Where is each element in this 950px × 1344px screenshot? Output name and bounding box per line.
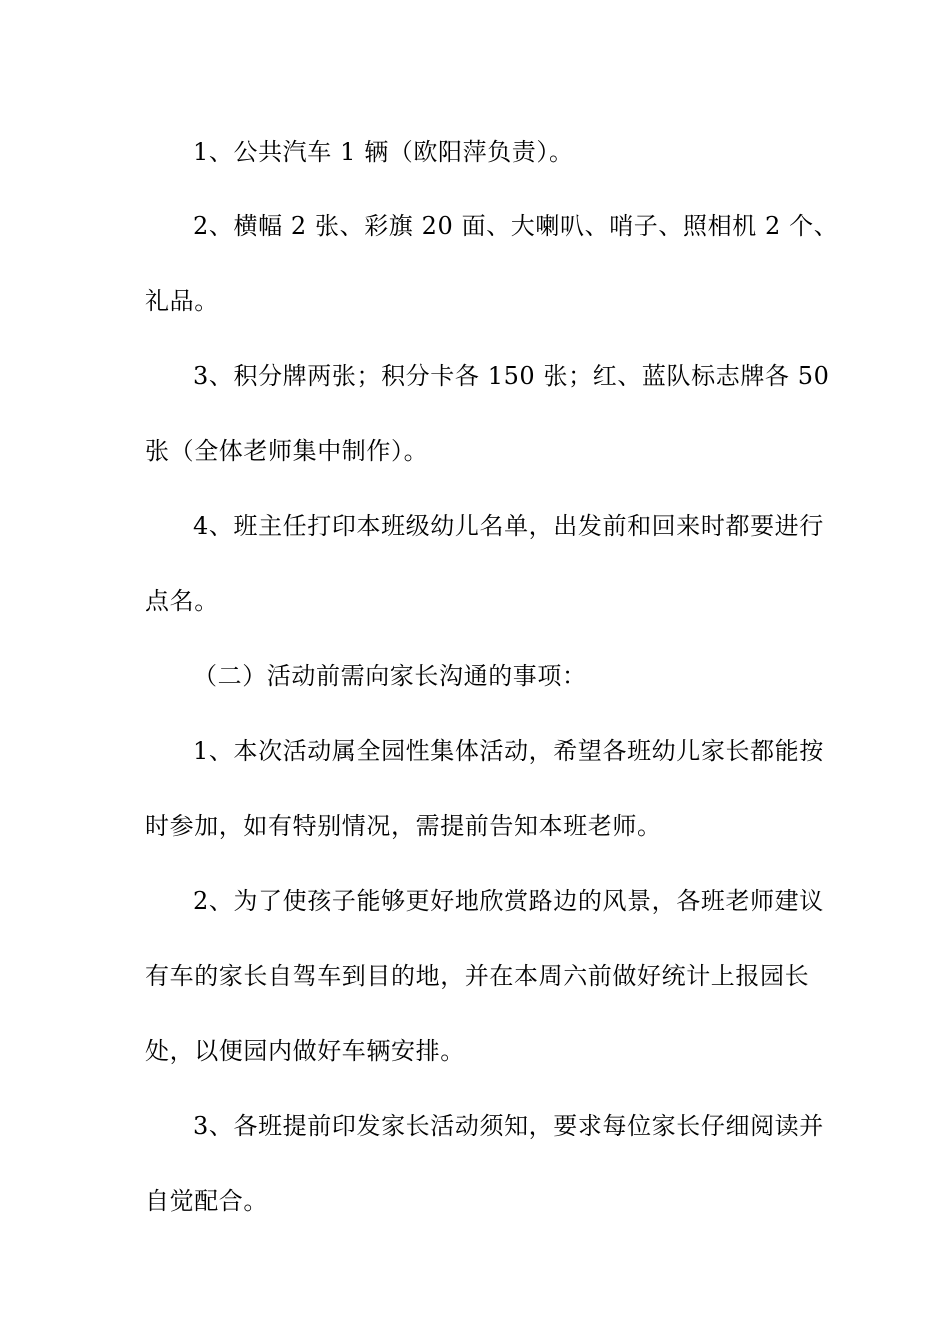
text-line-parent-item-2-continued: 有车的家长自驾车到目的地，并在本周六前做好统计上报园长 [145,962,810,990]
text-line-item-1-bus: 1、公共汽车 1 辆（欧阳萍负责）。 [193,138,574,166]
text-line-item-4-continued: 点名。 [145,587,219,615]
text-line-parent-item-3: 3、各班提前印发家长活动须知，要求每位家长仔细阅读并 [193,1112,824,1140]
text-line-item-2-supplies: 2、横幅 2 张、彩旗 20 面、大喇叭、哨子、照相机 2 个、 [193,212,839,240]
text-line-item-2-continued: 礼品。 [145,287,219,315]
section-heading-parent-communication: （二）活动前需向家长沟通的事项： [193,662,587,690]
text-line-parent-item-2: 2、为了使孩子能够更好地欣赏路边的风景，各班老师建议 [193,887,824,915]
text-line-parent-item-2-continued-2: 处，以便园内做好车辆安排。 [145,1037,465,1065]
text-line-parent-item-3-continued: 自觉配合。 [145,1187,268,1215]
text-line-item-4-roll-call: 4、班主任打印本班级幼儿名单，出发前和回来时都要进行 [193,512,824,540]
text-line-parent-item-1-continued: 时参加，如有特别情况，需提前告知本班老师。 [145,812,662,840]
text-line-parent-item-1: 1、本次活动属全园性集体活动，希望各班幼儿家长都能按 [193,737,824,765]
text-line-item-3-scoreboards: 3、积分牌两张；积分卡各 150 张；红、蓝队标志牌各 50 [193,362,830,390]
text-line-item-3-continued: 张（全体老师集中制作）。 [145,437,429,465]
